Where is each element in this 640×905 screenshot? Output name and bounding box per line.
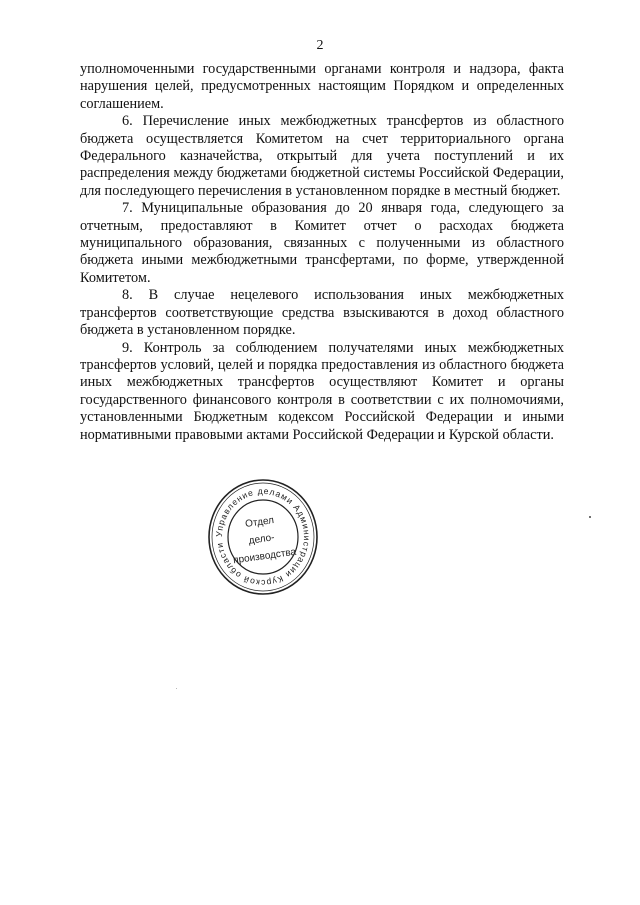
stamp-center-line-1: Отдел bbox=[244, 515, 275, 530]
office-stamp bbox=[207, 478, 319, 596]
paragraph-9: 9. Контроль за соблюдением получателями иных межбюджетных трансфертов условий, целей и порядка предоставления из областного бюджета иных межбюджетных трансфертов осуществляют Комитет и органы государственного финансового контроля в соответствии с их полномочиями, установленными Бюджетным кодексом Российской Федерации и иными нормативными правовыми актами Российской Федерации и Курской области. bbox=[80, 339, 564, 443]
scan-speck bbox=[176, 688, 177, 689]
page-number: 2 bbox=[316, 38, 324, 53]
stamp-center-line-3: производства bbox=[232, 546, 297, 567]
stamp-center-line-2: дело- bbox=[248, 532, 276, 547]
stamp-ring-textpath: Управление делами Администрации Курской области bbox=[213, 485, 313, 589]
paragraph-8: 8. В случае нецелевого использования иных межбюджетных трансфертов соответствующие средства взыскиваются в доход областного бюджета в установленном порядке. bbox=[80, 287, 564, 339]
scan-speck bbox=[589, 516, 591, 518]
paragraph-6: 6. Перечисление иных межбюджетных трансфертов из областного бюджета осуществляется Комитетом на счет территориального органа Федерального казначейства, открытый для учета поступлений и их распределения между бюджетами бюджетной системы Российской Федерации, для последующего перечисления в установленном порядке в местный бюджет. bbox=[80, 113, 564, 199]
paragraph-7: 7. Муниципальные образования до 20 января года, следующего за отчетным, предоставляют в Комитет отчет о расходах бюджета муниципального образования, связанных с полученными из областного бюджета иными межбюджетными трансфертами, по форме, утвержденной Комитетом. bbox=[80, 200, 564, 286]
paragraph-continuation: уполномоченными государственными органами контроля и надзора, факта нарушения целей, предусмотренных настоящим Порядком и определенных соглашением. bbox=[80, 61, 564, 112]
document-body bbox=[80, 61, 564, 444]
